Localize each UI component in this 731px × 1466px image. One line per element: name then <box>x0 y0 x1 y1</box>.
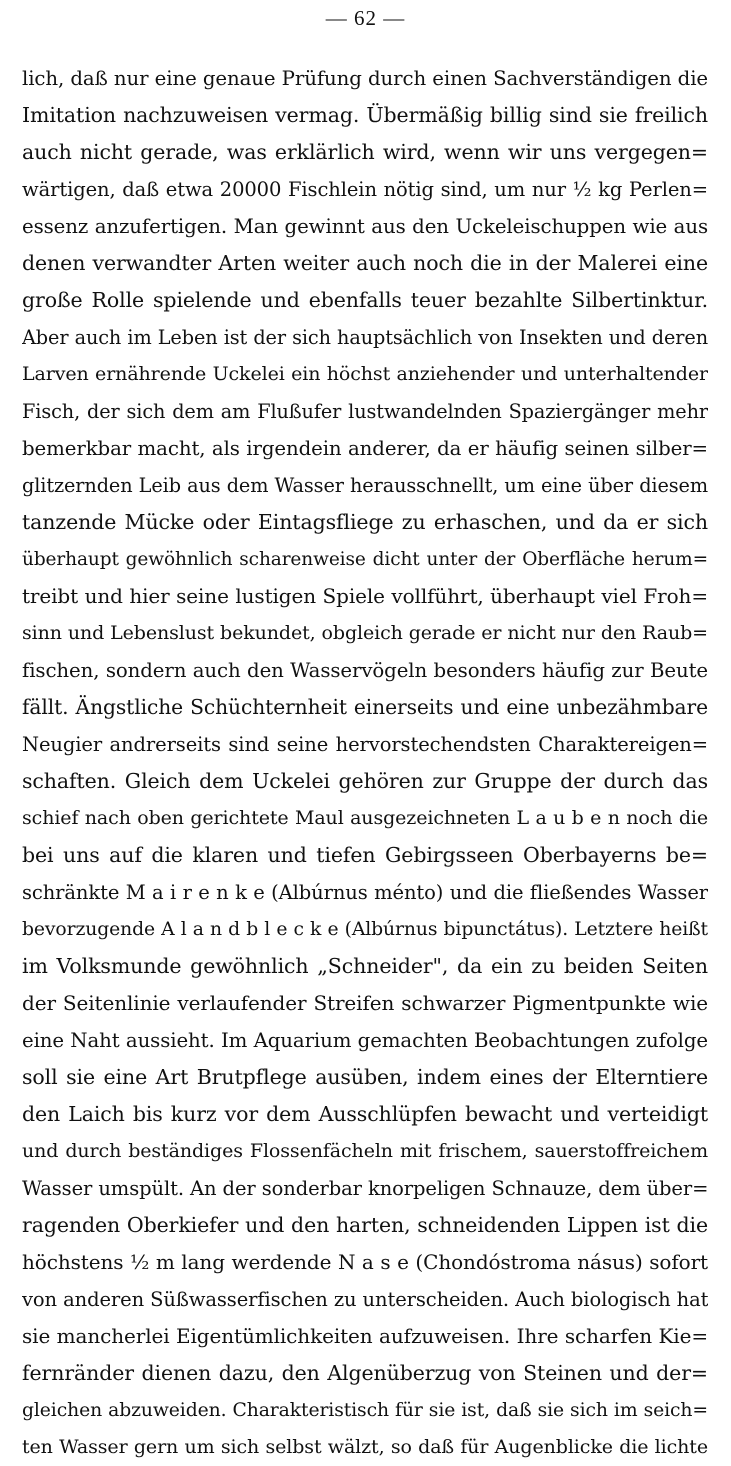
text-line: Imitation nachzuweisen vermag. Übermäßig billig sind sie freilich <box>22 103 708 127</box>
text-line: bemerkbar macht, als irgendein anderer, da er häufig seinen silber= <box>22 437 708 460</box>
text-line: eine Naht aussieht. Im Aquarium gemachten Beobachtungen zufolge <box>22 1029 708 1052</box>
text-line: glitzernden Leib aus dem Wasser herausschnellt, um eine über diesem <box>22 474 708 497</box>
text-line: Wasser umspült. An der sonderbar knorpeligen Schnauze, dem über= <box>22 1177 708 1200</box>
text-line: treibt und hier seine lustigen Spiele vollführt, überhaupt viel Froh= <box>22 584 708 608</box>
text-line: schränkte M a i r e n k e (Albúrnus ménto) und die fließendes Wasser <box>22 881 708 904</box>
text-line: Neugier andrerseits sind seine hervorstechendsten Charaktereigen= <box>22 733 708 756</box>
text-line: lich, daß nur eine genaue Prüfung durch einen Sachverständigen die <box>22 67 708 90</box>
text-line: fällt. Ängstliche Schüchternheit einerseits und eine unbezähmbare <box>22 695 708 719</box>
text-line: denen verwandter Arten weiter auch noch die in der Malerei eine <box>22 251 708 275</box>
text-line: schief nach oben gerichtete Maul ausgezeichneten L a u b e n noch die <box>22 807 708 829</box>
text-line: soll sie eine Art Brutpflege ausüben, indem eines der Elterntiere <box>22 1065 708 1089</box>
text-line: im Volksmunde gewöhnlich „Schneider", da ein zu beiden Seiten <box>22 954 708 978</box>
page-number: — 62 — <box>325 6 406 30</box>
text-line: gleichen abzuweiden. Charakteristisch für sie ist, daß sie sich im seich= <box>22 1400 708 1421</box>
text-line: Fisch, der sich dem am Flußufer lustwandelnden Spaziergänger mehr <box>22 400 708 423</box>
text-line: von anderen Süßwasserfischen zu unterscheiden. Auch biologisch hat <box>22 1288 708 1311</box>
text-line: bevorzugende A l a n d b l e c k e (Albúrnus bipunctátus). Letztere heißt <box>22 919 708 940</box>
text-line: ragenden Oberkiefer und den harten, schneidenden Lippen ist die <box>22 1213 708 1237</box>
text-line: große Rolle spielende und ebenfalls teuer bezahlte Silbertinktur. <box>22 288 708 312</box>
text-line: sinn und Lebenslust bekundet, obgleich gerade er nicht nur den Raub= <box>22 622 708 644</box>
text-line: auch nicht gerade, was erklärlich wird, wenn wir uns vergegen= <box>22 140 708 164</box>
text-line: den Laich bis kurz vor dem Ausschlüpfen bewacht und verteidigt <box>22 1102 708 1126</box>
text-line: wärtigen, daß etwa 20000 Fischlein nötig sind, um nur ½ kg Perlen= <box>22 178 708 201</box>
text-line: sie mancherlei Eigentümlichkeiten aufzuweisen. Ihre scharfen Kie= <box>22 1324 708 1348</box>
text-line: Larven ernährende Uckelei ein höchst anziehender und unterhaltender <box>22 363 708 385</box>
text-line: schaften. Gleich dem Uckelei gehören zur Gruppe der durch das <box>22 769 708 793</box>
text-line: der Seitenlinie verlaufender Streifen schwarzer Pigmentpunkte wie <box>22 991 708 1015</box>
text-line: bei uns auf die klaren und tiefen Gebirgsseen Oberbayerns be= <box>22 843 708 867</box>
text-line: überhaupt gewöhnlich scharenweise dicht unter der Oberfläche herum= <box>22 549 708 570</box>
text-line: Aber auch im Leben ist der sich hauptsächlich von Insekten und deren <box>22 326 708 349</box>
text-line: tanzende Mücke oder Eintagsfliege zu erhaschen, und da er sich <box>22 510 708 534</box>
text-line: essenz anzufertigen. Man gewinnt aus den Uckeleischuppen wie aus <box>22 215 708 238</box>
text-line: höchstens ½ m lang werdende N a s e (Chondóstroma násus) sofort <box>22 1250 708 1274</box>
text-line: fischen, sondern auch den Wasservögeln besonders häufig zur Beute <box>22 659 708 682</box>
text-line: ten Wasser gern um sich selbst wälzt, so daß für Augenblicke die lichte <box>22 1436 708 1458</box>
text-line: und durch beständiges Flossenfächeln mit frischem, sauerstoffreichem <box>22 1140 708 1162</box>
text-line: fernränder dienen dazu, den Algenüberzug von Steinen und der= <box>22 1361 708 1385</box>
body-text <box>22 60 708 1466</box>
